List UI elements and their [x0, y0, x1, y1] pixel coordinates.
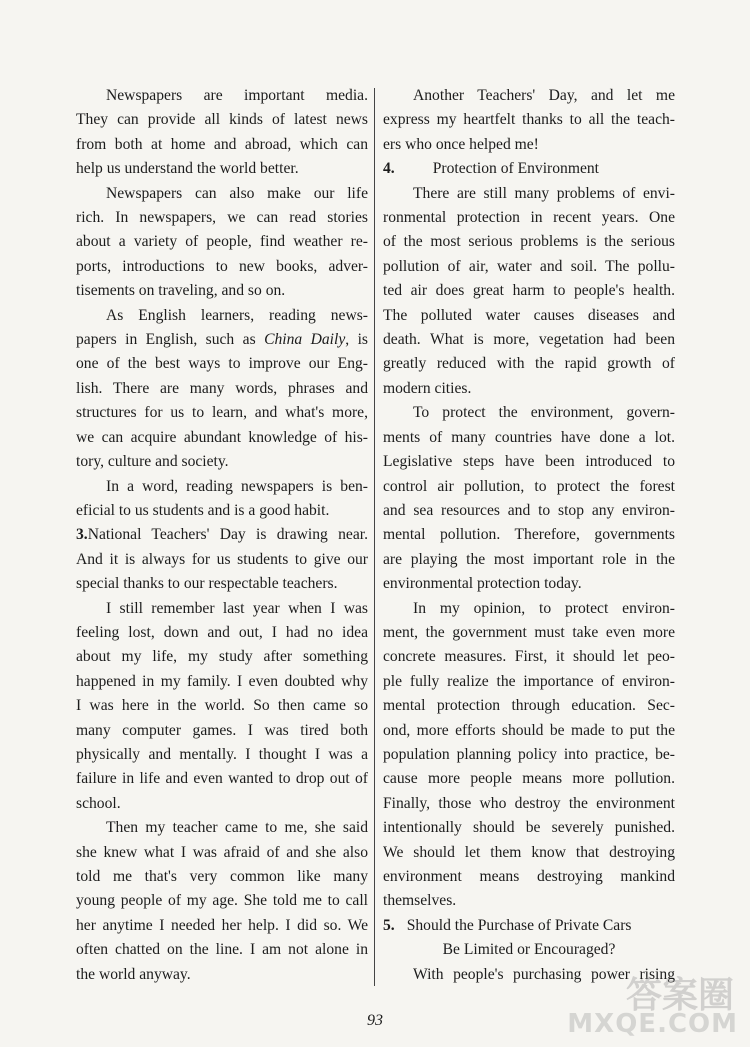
- text-line: about a variety of people, find weather re-: [76, 233, 368, 251]
- text-line: They can provide all kinds of latest news: [76, 111, 368, 129]
- text-line: mental pollution. Therefore, governments: [383, 526, 675, 544]
- text-line: school.: [76, 794, 121, 812]
- watermark-text: MXQE.COM: [567, 1009, 738, 1039]
- text-line: happened in my family. I even doubted why: [76, 672, 368, 690]
- text-line: modern cities.: [383, 379, 472, 397]
- text-line: [76, 328, 368, 352]
- section-number: 5.: [383, 916, 395, 934]
- text-line: and sea resources and to stop any environ-: [383, 501, 675, 519]
- text-line: young people of my age. She told me to call: [76, 892, 368, 910]
- text-fragment: papers in English, such as: [76, 331, 256, 349]
- text-line: ers who once helped me!: [383, 135, 539, 153]
- text-line: she knew what I was afraid of and she also: [76, 843, 368, 861]
- text-line: control air pollution, to protect the forest: [383, 477, 675, 495]
- text-line: concrete measures. First, it should let peo-: [383, 648, 675, 666]
- text-fragment: National Teachers' Day is drawing near.: [87, 526, 368, 544]
- text-line: ment, the government must take even more: [383, 623, 675, 641]
- text-line: Another Teachers' Day, and let me: [413, 87, 675, 104]
- text-line: mental protection through education. Sec-: [383, 697, 675, 715]
- text-line: Legislative steps have been introduced to: [383, 453, 675, 471]
- text-line: ted air does great harm to people's health.: [383, 282, 675, 300]
- text-line: death. What is more, vegetation had been: [383, 331, 675, 349]
- text-line: feeling lost, down and out, I had no idea: [76, 623, 368, 641]
- text-line: ports, introductions to new books, adver-: [76, 257, 368, 275]
- text-line: And it is always for us students to give our: [76, 550, 368, 568]
- text-line: failure in life and even wanted to drop out of: [76, 770, 368, 788]
- text-line: themselves.: [383, 892, 457, 910]
- text-line: one of the best ways to improve our Eng-: [76, 355, 368, 373]
- text-line: We should let them know that destroying: [383, 843, 675, 861]
- text-line: express my heartfelt thanks to all the teach-: [383, 111, 675, 129]
- text-line: In a word, reading newspapers is ben-: [106, 477, 368, 495]
- text-line: tisements on traveling, and so on.: [76, 282, 286, 300]
- text-line: cause more people means more pollution.: [383, 770, 675, 788]
- text-line: Newspapers are important media.: [106, 87, 368, 104]
- text-fragment: , is: [345, 331, 369, 349]
- text-line: To protect the environment, govern-: [413, 404, 675, 422]
- text-line: In my opinion, to protect environ-: [413, 599, 675, 617]
- text-line: eficial to us students and is a good habit.: [76, 501, 330, 519]
- text-line: structures for us to learn, and what's more,: [76, 404, 368, 422]
- section-heading: [383, 157, 675, 181]
- text-line: special thanks to our respectable teachers.: [76, 575, 338, 593]
- text-line: are playing the most important role in the: [383, 550, 675, 568]
- text-line: Finally, those who destroy the environment: [383, 794, 675, 812]
- column-divider: [374, 88, 375, 986]
- text-line: tory, culture and society.: [76, 453, 229, 471]
- text-line: environmental protection today.: [383, 575, 582, 593]
- page-number: 93: [367, 1012, 383, 1029]
- section-heading: [383, 914, 675, 938]
- text-line: often chatted on the line. I am not alone in: [76, 941, 368, 959]
- text-line: physically and mentally. I thought I was a: [76, 745, 368, 763]
- watermark: [567, 967, 738, 1039]
- text-line: With people's purchasing power rising: [413, 965, 675, 983]
- text-line: The polluted water causes diseases and: [383, 306, 675, 324]
- text-line: I was here in the world. So then came so: [76, 697, 368, 715]
- right-column: [383, 84, 675, 987]
- text-line: greatly reduced with the rapid growth of: [383, 355, 675, 373]
- newspaper-title: China Daily: [264, 331, 346, 349]
- text-line: I still remember last year when I was: [106, 599, 368, 617]
- text-line: ronmental protection in recent years. One: [383, 209, 675, 227]
- text-line: Then my teacher came to me, she said: [106, 819, 368, 837]
- text-line: environment means destroying mankind: [383, 868, 675, 885]
- text-line: ond, more efforts should be made to put the: [383, 721, 675, 739]
- section-number: 3.: [76, 526, 88, 544]
- section-title: Should the Purchase of Private Cars: [406, 916, 632, 934]
- section-title-continued: Be Limited or Encouraged?: [442, 941, 616, 959]
- left-column: [76, 84, 368, 987]
- section-number: 4.: [383, 160, 395, 178]
- text-line: from both at home and abroad, which can: [76, 135, 368, 153]
- text-line: lish. There are many words, phrases and: [76, 379, 368, 397]
- text-line: ple fully realize the importance of environ-: [383, 672, 675, 690]
- section-heading: [76, 523, 368, 547]
- text-line: population planning policy into practice, be-: [383, 745, 675, 763]
- section-title: Protection of Environment: [432, 160, 600, 178]
- text-line: about my life, my study after something: [76, 648, 368, 666]
- text-line: we can acquire abundant knowledge of his-: [76, 428, 368, 446]
- text-line: As English learners, reading news-: [106, 306, 368, 324]
- text-line: of the most serious problems is the serious: [383, 233, 675, 251]
- text-line: pollution of air, water and soil. The pollu-: [383, 257, 675, 275]
- text-line: told me that's very common like many: [76, 868, 368, 885]
- text-line: Newspapers can also make our life: [106, 184, 368, 202]
- text-line: rich. In newspapers, we can read stories: [76, 209, 368, 227]
- text-line: intentionally should be severely punished.: [383, 819, 675, 837]
- text-line: help us understand the world better.: [76, 160, 299, 178]
- text-line: her anytime I needed her help. I did so. We: [76, 916, 368, 934]
- text-line: many computer games. I was tired both: [76, 721, 368, 739]
- text-line: the world anyway.: [76, 965, 191, 983]
- text-line: There are still many problems of envi-: [413, 184, 675, 202]
- watermark-logo: 答案圈: [625, 975, 734, 1016]
- text-line: ments of many countries have done a lot.: [383, 428, 675, 446]
